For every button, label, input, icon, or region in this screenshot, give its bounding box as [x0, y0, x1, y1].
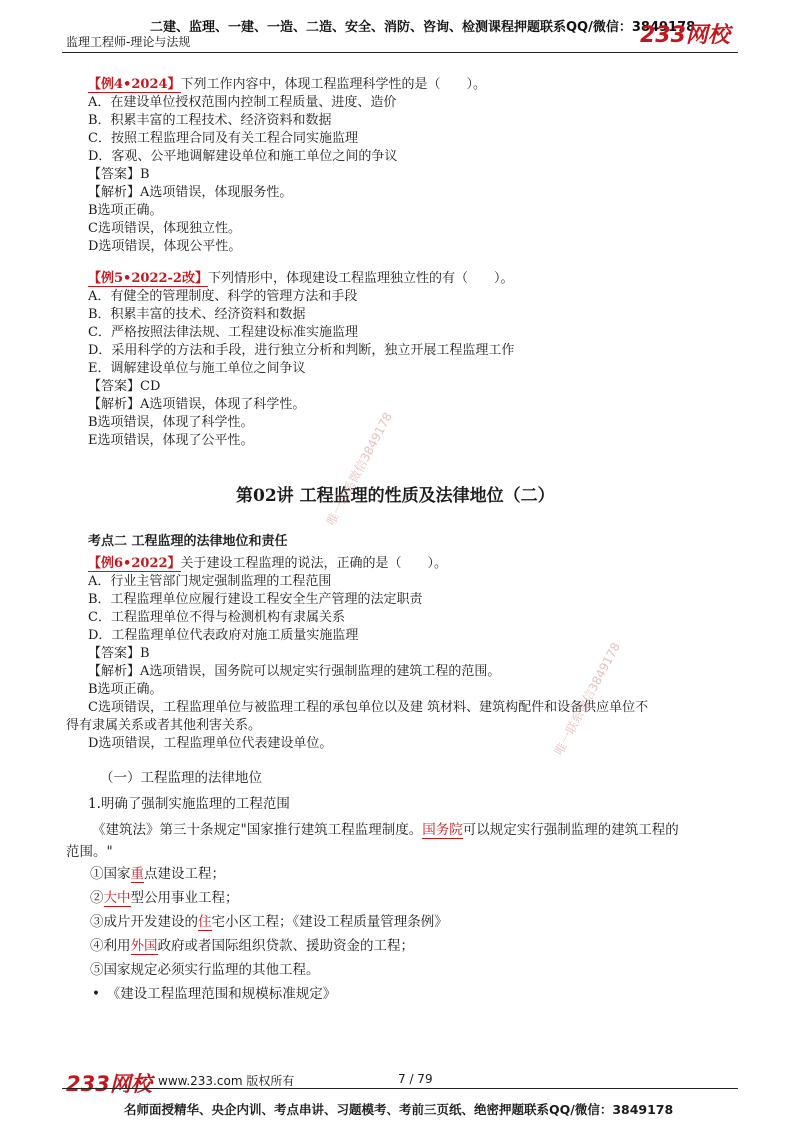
ex6-analysis-3: C选项错误，工程监理单位与被监理工程的承包单位以及建 筑材料、建筑构配件和设备供应单位不	[88, 700, 649, 715]
ex6-tag: 【例6•2022】	[88, 556, 181, 571]
ex5-analysis-2: B选项错误，体现了科学性。	[88, 415, 254, 430]
ex6-option-b: B．工程监理单位应履行建设工程安全生产管理的法定职责	[88, 592, 423, 607]
law-quote	[92, 818, 679, 842]
scope-item-text: 政府或者国际组织贷款、援助资金的工程；	[157, 938, 414, 954]
scope-item-text: ⑤国家规定必须实行监理的其他工程。	[90, 962, 320, 978]
page-number: 7 / 79	[398, 1072, 433, 1086]
scope-item-text: 宅小区工程；《建设工程质量管理条例》	[211, 914, 448, 930]
ex6-option-a: A．行业主管部门规定强制监理的工程范围	[88, 574, 332, 589]
ex4-analysis-3: C选项错误，体现独立性。	[88, 221, 241, 236]
ex6-answer: 【答案】B	[88, 646, 150, 661]
ex4-tag: 【例4•2024】	[88, 77, 181, 92]
section-point-1: 1.明确了强制实施监理的工程范围	[88, 796, 290, 812]
scope-item-text: 型公用事业工程；	[130, 890, 239, 906]
watermark-text: 唯一联系微信3849178	[323, 410, 396, 528]
scope-item	[90, 934, 414, 958]
doc-title: 监理工程师-理论与法规	[66, 35, 191, 49]
scope-item-highlight: 外国	[130, 938, 158, 954]
scope-item-text: ①国家	[90, 866, 131, 882]
header-ad-line: 二建、监理、一建、一造、二造、安全、消防、咨询、检测课程押题联系QQ/微信：3849178	[150, 20, 696, 35]
ex6-stem: 关于建设工程监理的说法，正确的是（ ）。	[180, 556, 448, 571]
ex6-analysis-1: 【解析】A选项错误，国务院可以规定实行强制监理的建筑工程的范围。	[88, 664, 501, 679]
lecture-title: 第02讲 工程监理的性质及法律地位（二）	[236, 486, 555, 506]
ex6-analysis-2: B选项正确。	[88, 682, 163, 697]
footer-ad-line: 名师面授精华、央企内训、考点串讲、习题模考、考前三页纸、绝密押题联系QQ/微信：3849178	[124, 1102, 674, 1117]
ex4-option-b: B．积累丰富的工程技术、经济资料和数据	[88, 113, 332, 128]
scope-item-text: ③成片开发建设的	[90, 914, 198, 930]
header-divider	[62, 52, 738, 53]
law-quote-end: 范围。"	[66, 844, 113, 860]
scope-item-text: 点建设工程；	[144, 866, 225, 882]
scope-item	[90, 910, 448, 934]
ex5-option-c: C．严格按照法律法规、工程建设标准实施监理	[88, 325, 358, 340]
ex6-option-d: D．工程监理单位代表政府对施工质量实施监理	[88, 628, 359, 643]
ex6-option-c: C．工程监理单位不得与检测机构有隶属关系	[88, 610, 345, 625]
ex4-analysis-4: D选项错误，体现公平性。	[88, 239, 242, 254]
watermark-text: 唯一联系微信3849178	[551, 640, 624, 758]
ex6-analysis-4: 得有隶属关系或者其他利害关系。	[66, 718, 262, 733]
ex5-option-a: A．有健全的管理制度、科学的管理方法和手段	[88, 289, 358, 304]
ex4-option-a: A．在建设单位授权范围内控制工程质量、进度、造价	[88, 95, 397, 110]
logo-233-bottom: 233网校	[66, 1072, 152, 1096]
ex4-question	[88, 76, 486, 94]
scope-item	[90, 886, 239, 910]
kaodian-heading: 考点二 工程监理的法律地位和责任	[88, 534, 288, 549]
ex5-analysis-3: E选项错误，体现了公平性。	[88, 433, 254, 448]
ex4-option-c: C．按照工程监理合同及有关工程合同实施监理	[88, 131, 358, 146]
ex5-answer: 【答案】CD	[88, 379, 161, 394]
ex5-analysis-1: 【解析】A选项错误，体现了科学性。	[88, 397, 306, 412]
ex4-option-d: D．客观、公平地调解建设单位和施工单位之间的争议	[88, 149, 398, 164]
ex6-analysis-5: D选项错误，工程监理单位代表建设单位。	[88, 736, 333, 751]
ex5-option-e: E．调解建设单位与施工单位之间争议	[88, 361, 306, 376]
scope-item-text: ②	[90, 890, 104, 906]
scope-item	[90, 958, 320, 982]
ex6-question	[88, 555, 447, 573]
bullet-regulation: • 《建设工程监理范围和规模标准规定》	[92, 986, 337, 1002]
ex5-option-d: D．采用科学的方法和手段，进行独立分析和判断，独立开展工程监理工作	[88, 343, 515, 358]
section-heading: （一）工程监理的法律地位	[100, 770, 262, 786]
ex4-analysis-2: B选项正确。	[88, 203, 163, 218]
ex4-stem: 下列工作内容中，体现工程监理科学性的是（ ）。	[180, 77, 487, 92]
scope-item-highlight: 大中	[103, 890, 131, 906]
ex4-answer: 【答案】B	[88, 167, 150, 182]
scope-item	[90, 862, 225, 886]
ex4-analysis-1: 【解析】A选项错误，体现服务性。	[88, 185, 293, 200]
ex5-option-b: B．积累丰富的技术、经济资料和数据	[88, 307, 306, 322]
ex5-tag: 【例5•2022-2改】	[88, 271, 208, 286]
footer-divider	[62, 1088, 738, 1089]
logo-233-top: 233网校	[640, 23, 730, 48]
law-quote-part-a: 《建筑法》第三十条规定"国家推行建筑工程监理制度。	[92, 822, 423, 838]
ex5-stem: 下列情形中，体现建设工程监理独立性的有（ ）。	[207, 271, 514, 286]
scope-item-highlight: 住	[198, 914, 212, 930]
footer-site: www.233.com 版权所有	[158, 1074, 295, 1088]
scope-item-text: ④利用	[90, 938, 131, 954]
law-highlight-guowuyuan: 国务院	[422, 822, 463, 838]
ex5-question	[88, 270, 514, 288]
scope-item-highlight: 重	[130, 866, 144, 882]
law-quote-part-b: 可以规定实行强制监理的建筑工程的	[462, 822, 679, 838]
